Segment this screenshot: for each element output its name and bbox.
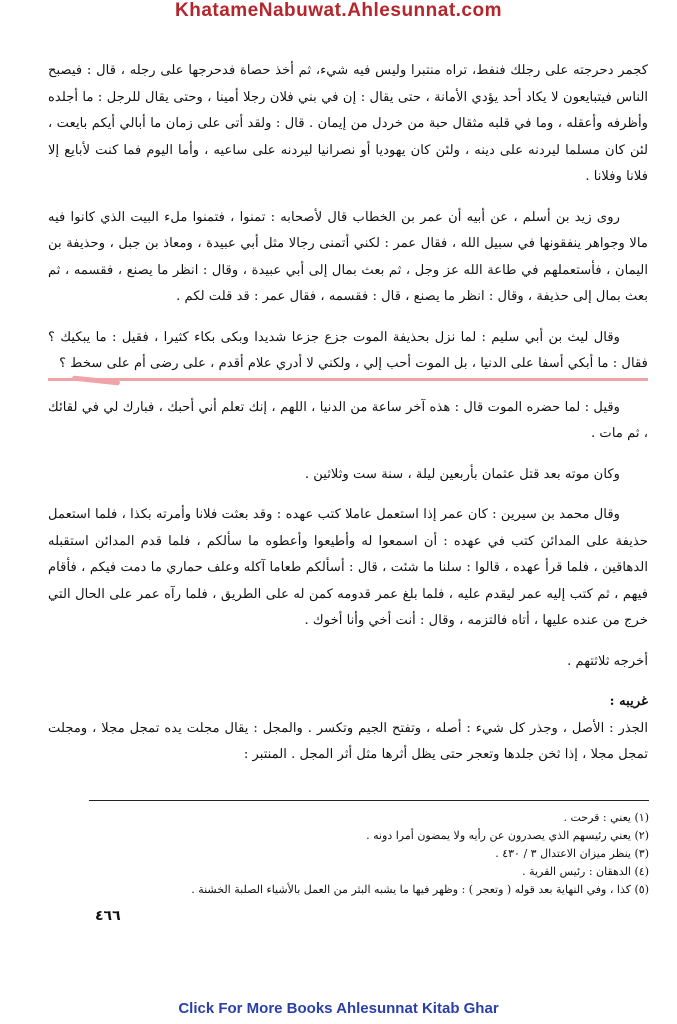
paragraph-2: روى زيد بن أسلم ، عن أبيه أن عمر بن الخطاب قال لأصحابه : تمنوا ، فتمنوا ملء البيت الذي كانوا فيه مالا وجواهر ينفقونها في سبيل الله ، فقال عمر : لكني أتمنى رجالا مثل أبي عبيدة ، ومعاذ بن جبل ، وحذيفة بن اليمان ، فأستعملهم في طاعة الله عز وجل ، ثم بعث بمال إلى أبي عبيدة ، وقال : انظر ما يصنع ، فقسمه ، ثم بعث بمال إلى حذيفة ، وقال : انظر ما يصنع ، قال : فقسمه ، فقال عمر : قد قلت لكم . <box>48 209 648 304</box>
section-heading: غريبه : <box>609 694 648 709</box>
page-number: ٤٦٦ <box>95 908 121 924</box>
footnote-2: (٢) يعني رئيسهم الذي يصدرون عن رأيه ولا يمضون أمرا دونه . <box>366 829 649 842</box>
paragraph-3: وقال ليث بن أبي سليم : لما نزل بحذيفة الموت جزع جزعا شديدا وبكى بكاء كثيرا ، فقيل : ما يبكيك ؟ فقال : ما أبكي أسفا على الدنيا ، بل الموت أحب إلي ، ولكني لا أدري علام أقدم ، على رضى أم على سخط ؟ <box>48 325 648 381</box>
header-site-link[interactable]: KhatameNabuwat.Ahlesunnat.com <box>175 0 502 21</box>
footnote-3: (٣) ينظر ميزان الاعتدال ٣ / ٤٣٠ . <box>495 847 649 860</box>
paragraph-1: كجمر دحرجته على رجلك فنفط، تراه منتبرا وليس فيه شيء، ثم أخذ حصاة فدحرجها على رجله ، قال : فيصبح الناس فيتبايعون لا يكاد أحد يؤدي الأمانة ، حتى يقال : إن في بني فلان رجلا أمينا ، وحتى يقال للرجل : ما أجلده وأظرفه وأعقله ، وما في قلبه مثقال حبة من خردل من إيمان . قال : ولقد أتى على زمان ما أبالي أيكم بايعت ، لئن كان مسلما ليردنه على دينه ، ولئن كان يهوديا أو نصرانيا ليردنه على ساعيه ، وأما اليوم فما كنت لأبايع إلا فلانا وفلانا . <box>48 63 648 184</box>
paragraph-7: أخرجه ثلاثتهم . <box>567 653 648 669</box>
footnote-5: (٥) كذا ، وفي النهاية بعد قوله ( وتعجر ) : وظهر فيها ما يشبه البثر من العمل بالأشياء الصلبة الخشنة . <box>191 883 649 896</box>
paragraph-4: وقيل : لما حضره الموت قال : هذه آخر ساعة من الدنيا ، اللهم ، إنك تعلم أني أحبك ، فبارك لي في لقائك ، ثم مات . <box>48 399 648 441</box>
paragraph-5: وكان موته بعد قتل عثمان بأربعين ليلة ، سنة ست وثلاثين . <box>304 466 620 482</box>
footnotes <box>89 800 649 899</box>
paragraph-8: الجذر : الأصل ، وجذر كل شيء : أصله ، وتفتح الجيم وتكسر . والمجل : يقال مجلت يده تمجل مجلا ، ومجلت تمجل مجلا ، إذا ثخن جلدها وتعجر حتى يظل أثرها مثل أثر المجل . المنتبر : <box>48 720 648 762</box>
paragraph-6: وقال محمد بن سيرين : كان عمر إذا استعمل عاملا كتب عهده : وقد بعثت فلانا وأمرته بكذا ، فلما استعمل حذيفة على المدائن كتب في عهده : أن اسمعوا له وأطيعوا وأعطوه ما سألكم ، فلما قدم المدائن استقبله الدهاقين ، فلما قرأ عهده ، قالوا : سلنا ما شئت ، قال : أسألكم طعاما آكله وعلف حماري ما دمت فيكم ، فأقام فيهم ، ثم كتب إليه عمر ليقدم عليه ، فلما بلغ عمر قدومه كمن له على الطريق ، فلما رآه عمر على الحال التي خرج من عنده عليها ، أتاه فالتزمه ، وقال : أنت أخي وأنا أخوك . <box>48 507 648 628</box>
footer-books-link[interactable]: Click For More Books Ahlesunnat Kitab Ghar <box>178 1000 499 1017</box>
footnote-4: (٤) الدهقان : رئيس القرية . <box>522 865 649 878</box>
footnote-1: (١) يعني : قرحت . <box>563 811 649 824</box>
page-body <box>48 58 648 769</box>
